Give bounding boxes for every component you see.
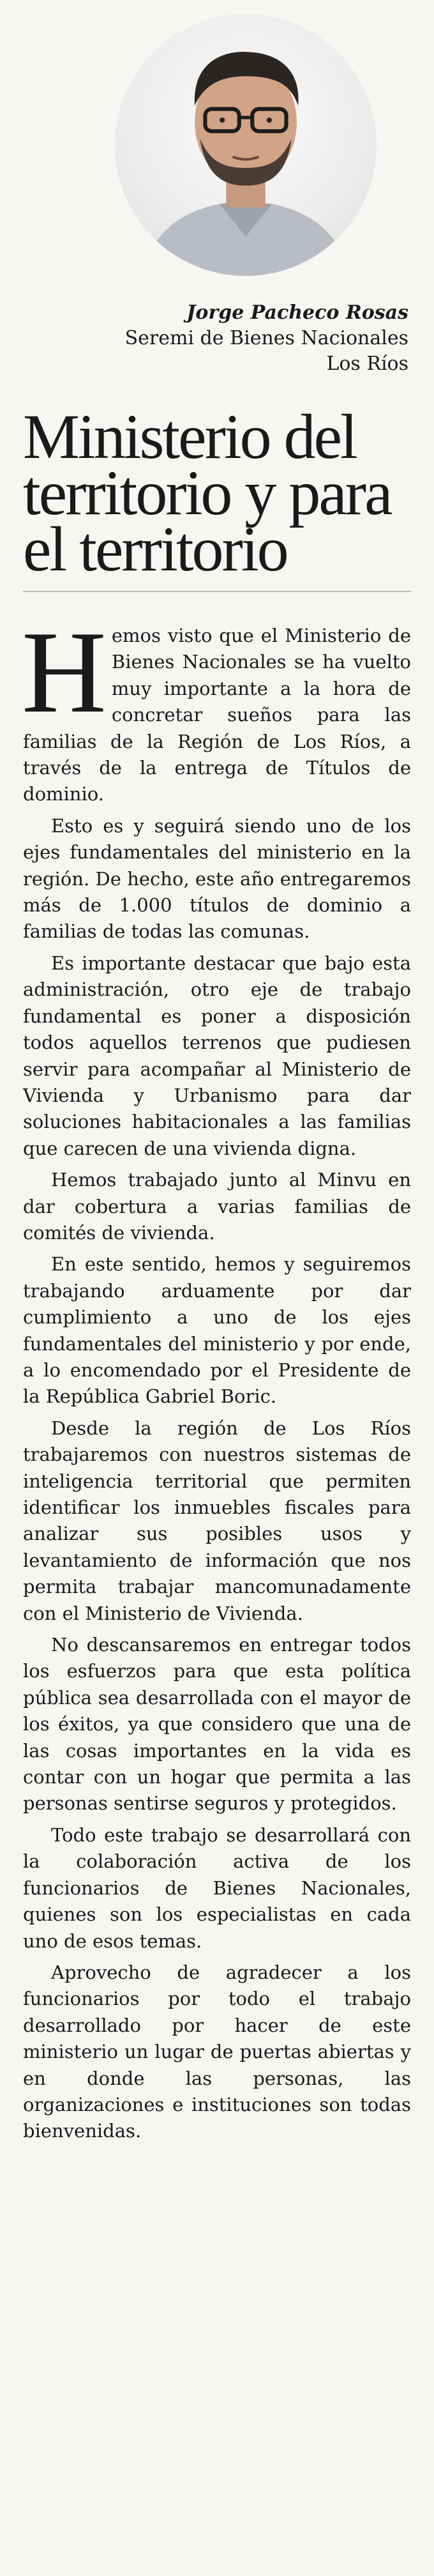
byline — [125, 300, 408, 377]
divider — [23, 591, 411, 592]
article-body — [22, 607, 411, 2150]
paragraph-5: En este sentido, hemos y seguiremos trabajando arduamente por dar cumplimiento a uno de los ejes fundamentales del ministerio y por ende, a lo encomendado por el Presidente de la República Gabriel Boric. — [23, 1253, 411, 1408]
paragraph-2: Esto es y seguirá siendo uno de los ejes fundamentales del ministerio en la región. De hecho, este año entregaremos más de 1.000 títulos de dominio a familias de todas las comunas. — [23, 814, 411, 943]
author-photo — [115, 14, 377, 276]
paragraph-8: Todo este trabajo se desarrollará con la colaboración activa de los funcionarios de Bienes Nacionales, quienes son los especialistas en cada uno de esos temas. — [23, 1824, 411, 1952]
paragraph-1-text: emos visto que el Ministerio de Bienes Nacionales se ha vuelto muy importante a la hora de concretar sueños para las familias de la Región de Los Ríos, a través de la entrega de Títulos de dominio. — [23, 625, 411, 805]
author-portrait-icon — [115, 14, 377, 276]
paragraph-9: Aprovecho de agradecer a los funcionarios por todo el trabajo desarrollado por hacer de este ministerio un lugar de puertas abiertas y en donde las personas, las organizaciones e instituciones son todas bienvenidas. — [23, 1961, 411, 2142]
paragraph-7: No descansaremos en entregar todos los esfuerzos para que esta política pública sea desarrollada con el mayor de los éxitos, ya que considero que una de las cosas importantes en la vida es contar con un hogar que permita a las personas sentirse seguros y protegidos. — [23, 1634, 411, 1815]
paragraph-3: Es importante destacar que bajo esta administración, otro eje de trabajo fundamental es poner a disposición todos aquellos terrenos que pudiesen servir para acompañar al Ministerio de Vivienda y Urbanismo para dar soluciones habitacionales a las familias que carecen de una vivienda digna. — [23, 952, 411, 1159]
drop-cap: H — [22, 607, 107, 737]
headline: Ministerio del territorio y para el territorio — [23, 401, 391, 584]
author-name: Jorge Pacheco Rosas — [186, 301, 408, 324]
author-region: Los Ríos — [326, 353, 408, 375]
paragraph-1 — [22, 607, 411, 808]
paragraph-6: Desde la región de Los Ríos trabajaremos con nuestros sistemas de inteligencia territorial que permiten identificar los inmuebles fiscales para analizar sus posibles usos y levantamiento de información que nos permita trabajar mancomunadamente con el Ministerio de Vivienda. — [23, 1417, 411, 1624]
paragraph-4: Hemos trabajado junto al Minvu en dar cobertura a varias familias de comités de vivienda. — [23, 1169, 411, 1244]
author-role: Seremi de Bienes Nacionales — [124, 327, 408, 349]
